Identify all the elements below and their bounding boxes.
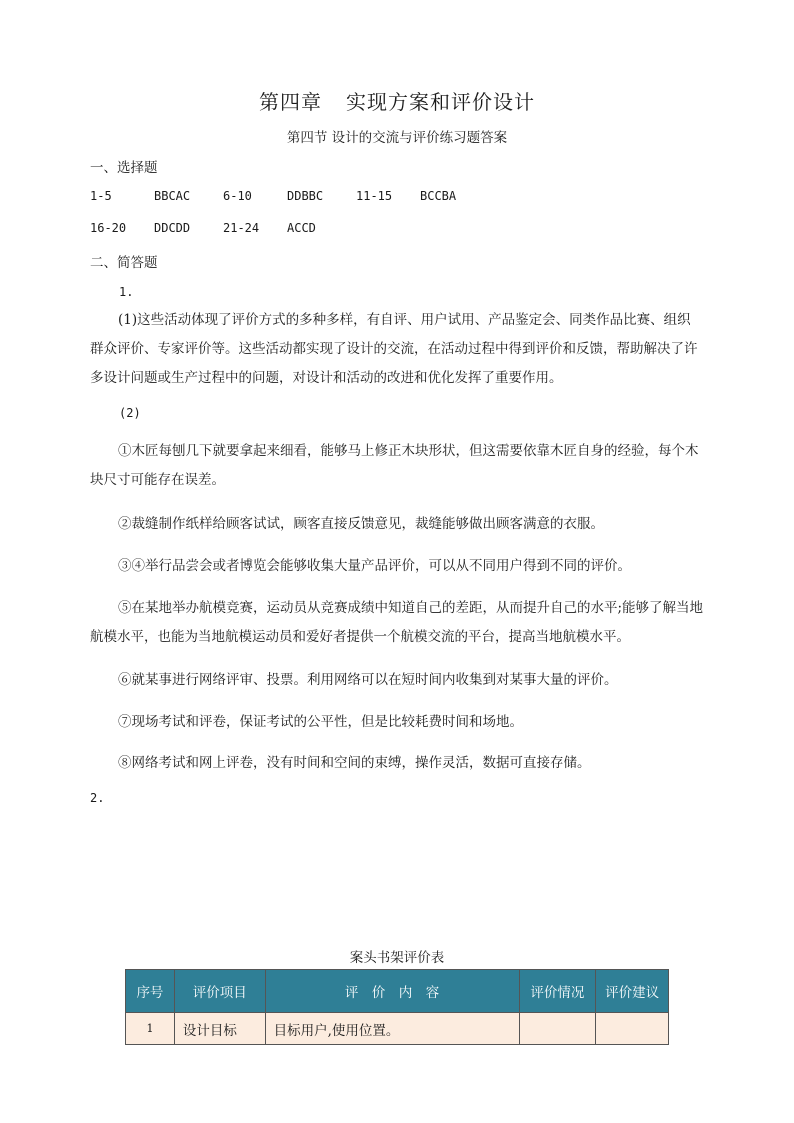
chapter-title bbox=[0, 86, 794, 115]
answer-range: 11-15 bbox=[356, 189, 393, 203]
answer-letters: BCCBA bbox=[420, 189, 457, 203]
question-1-part-1: (1)这些活动体现了评价方式的多种多样，有自评、用户试用、产品鉴定会、同类作品比赛、组织群众评价、专家评价等。这些活动都实现了设计的交流，在活动过程中得到评价和反馈，帮助解决了许多设计问题或生产过程中的问题，对设计和活动的改进和优化发挥了重要作用。 bbox=[90, 312, 698, 386]
column-header: 评价情况 bbox=[519, 970, 596, 1013]
part1-heading: 一、选择题 bbox=[90, 160, 158, 176]
answer-letters: ACCD bbox=[287, 221, 316, 235]
part2-heading: 二、简答题 bbox=[90, 255, 158, 271]
table-cell: 设计目标 bbox=[174, 1013, 265, 1045]
answer-range: 16-20 bbox=[90, 221, 127, 235]
table-caption: 案头书架评价表 bbox=[349, 950, 445, 966]
chapter-name: 实现方案和评价设计 bbox=[346, 90, 535, 114]
table-cell: 目标用户,使用位置。 bbox=[265, 1013, 519, 1045]
column-header: 评价建议 bbox=[596, 970, 669, 1013]
answer-letters: DDCDD bbox=[154, 221, 191, 235]
question-1-label: 1. bbox=[119, 285, 134, 299]
answer-letters: BBCAC bbox=[154, 189, 191, 203]
question-2-label: 2. bbox=[90, 791, 105, 805]
column-header: 评 价 内 容 bbox=[265, 970, 519, 1013]
answer-item: ⑥就某事进行网络评审、投票。利用网络可以在短时间内收集到对某事大量的评价。 bbox=[118, 672, 618, 688]
evaluation-table bbox=[125, 969, 669, 1045]
section-title: 第四节 设计的交流与评价练习题答案 bbox=[286, 130, 508, 146]
answer-letters: DDBBC bbox=[287, 189, 324, 203]
answer-row bbox=[90, 221, 690, 239]
answer-item: ⑦现场考试和评卷，保证考试的公平性，但是比较耗费时间和场地。 bbox=[118, 714, 523, 730]
answer-range: 6-10 bbox=[223, 189, 252, 203]
question-1-part-2-label: (2) bbox=[119, 406, 141, 420]
chapter-number: 第四章 bbox=[259, 90, 322, 114]
column-header: 序号 bbox=[126, 970, 175, 1013]
answer-item: ⑤在某地举办航模竞赛，运动员从竞赛成绩中知道自己的差距，从而提升自己的水平;能够了解当地航模水平，也能为当地航模运动员和爱好者提供一个航模交流的平台，提高当地航模水平。 bbox=[90, 600, 704, 645]
answer-range: 1-5 bbox=[90, 189, 112, 203]
table-cell bbox=[519, 1013, 596, 1045]
answer-item: ②裁缝制作纸样给顾客试试，顾客直接反馈意见，裁缝能够做出顾客满意的衣服。 bbox=[118, 516, 604, 532]
answer-item: ⑧网络考试和网上评卷，没有时间和空间的束缚，操作灵活，数据可直接存储。 bbox=[118, 755, 591, 771]
answer-item: ③④举行品尝会或者博览会能够收集大量产品评价，可以从不同用户得到不同的评价。 bbox=[118, 558, 631, 574]
answer-item: ①木匠每刨几下就要拿起来细看，能够马上修正木块形状，但这需要依靠木匠自身的经验，每个木块尺寸可能存在误差。 bbox=[90, 443, 699, 488]
answer-range: 21-24 bbox=[223, 221, 260, 235]
table-cell: 1 bbox=[126, 1013, 175, 1045]
table-header-row bbox=[126, 970, 669, 1013]
table-row bbox=[126, 1013, 669, 1045]
column-header: 评价项目 bbox=[174, 970, 265, 1013]
table-cell bbox=[596, 1013, 669, 1045]
answer-row bbox=[90, 189, 690, 207]
